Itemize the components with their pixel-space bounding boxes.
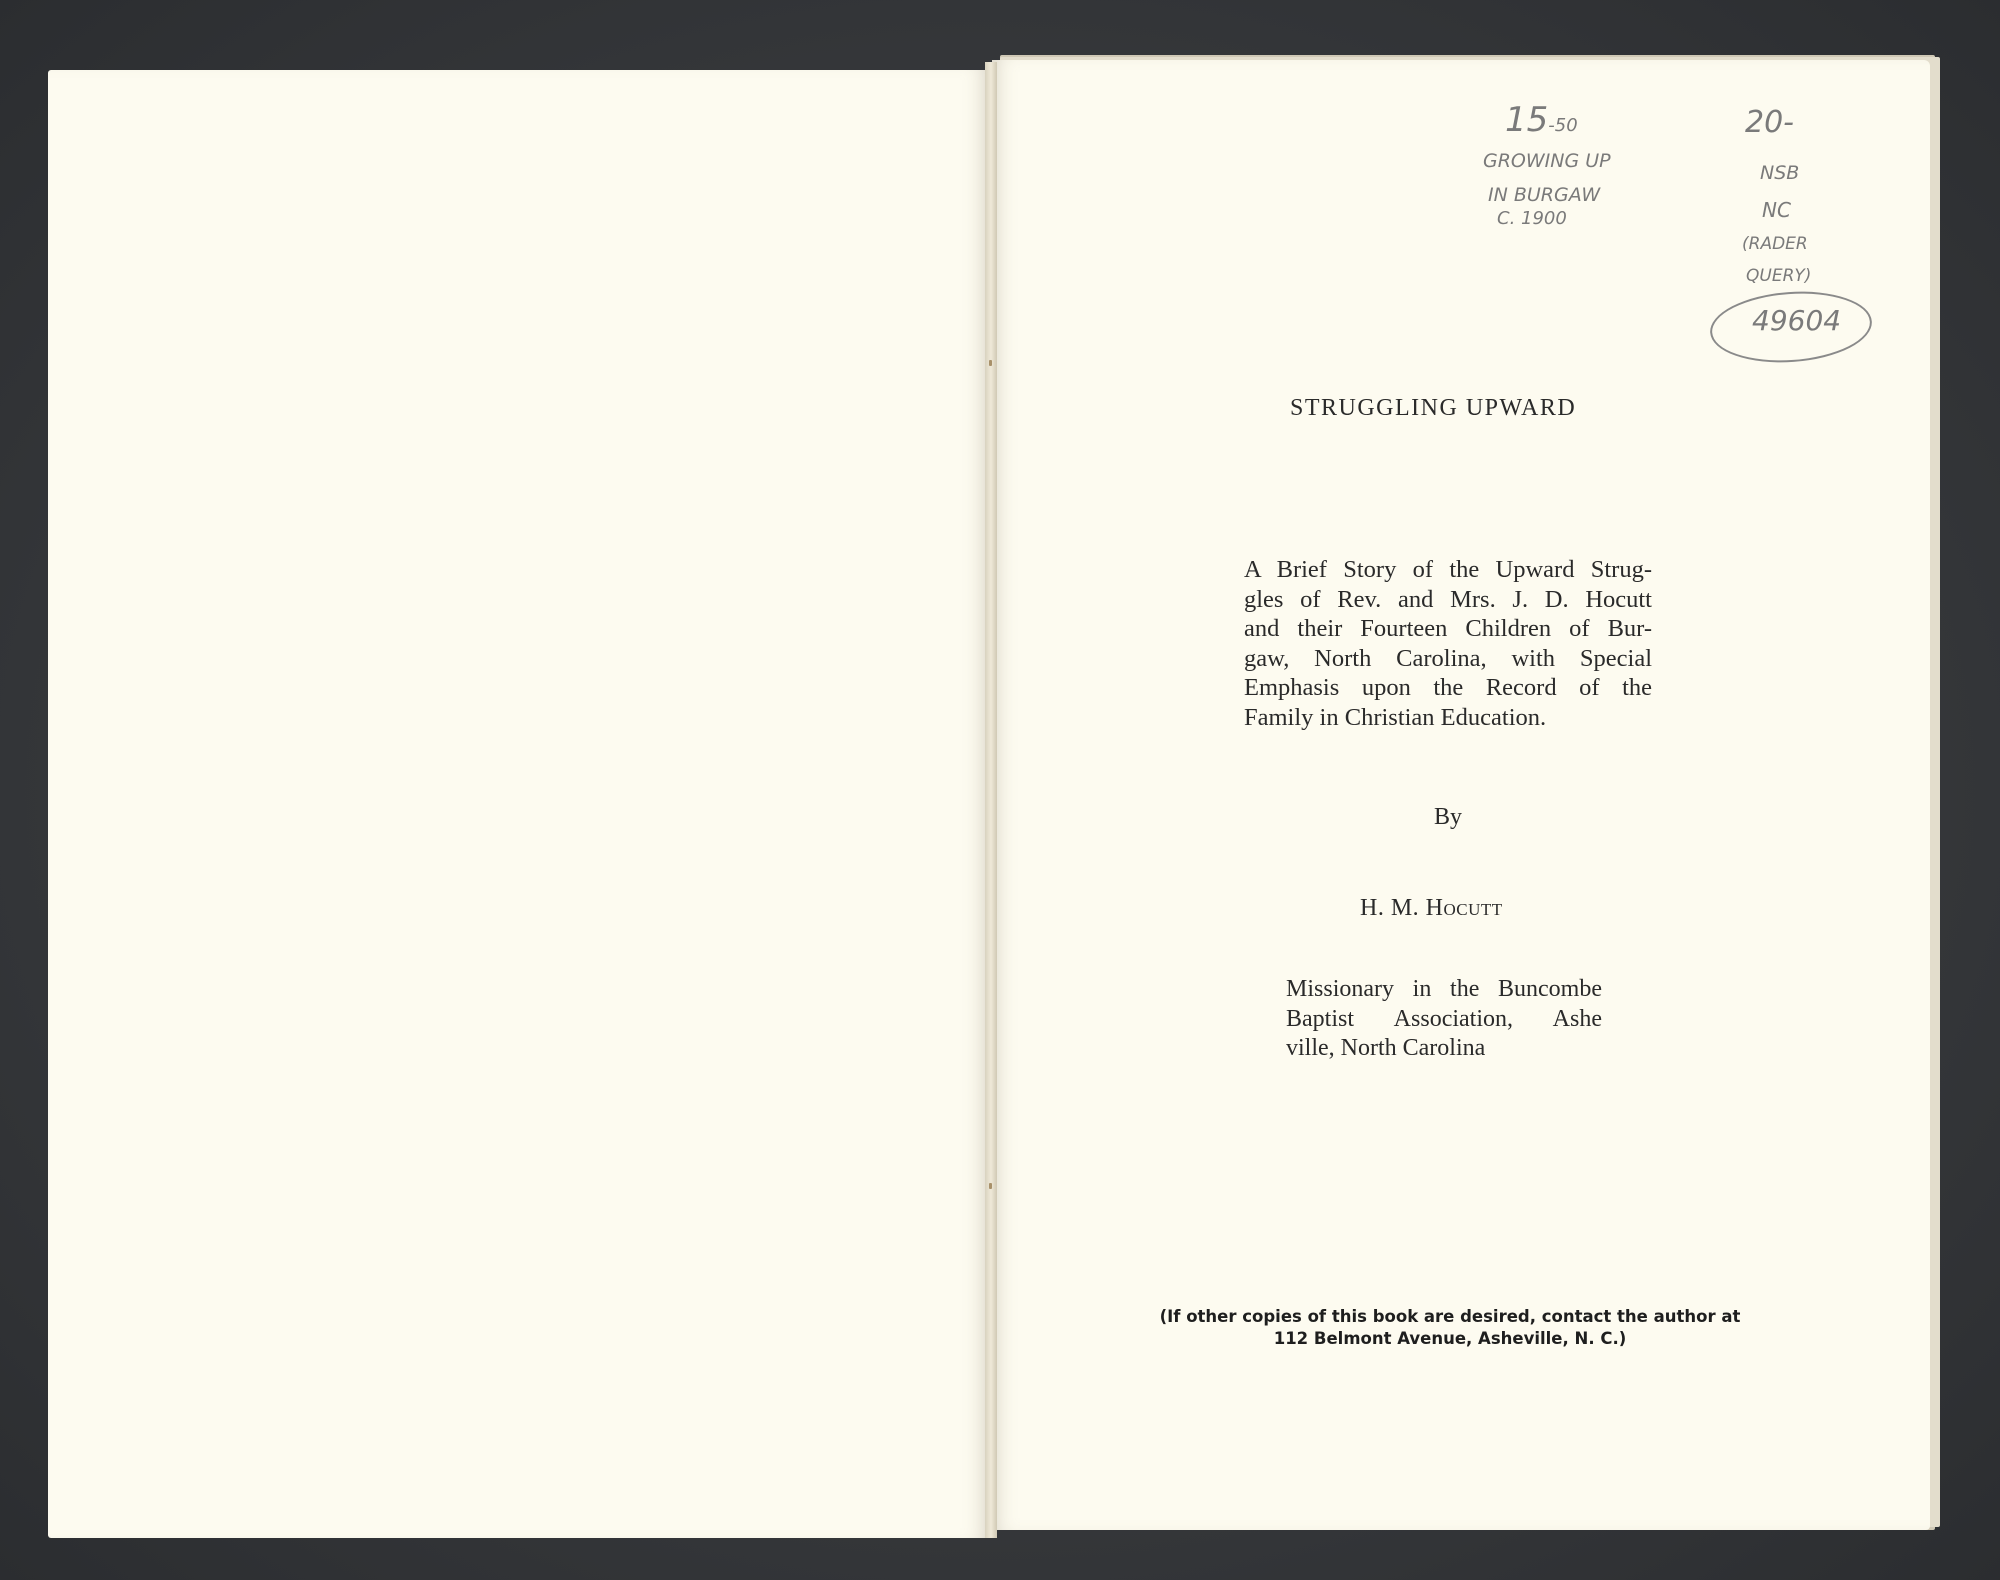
handwritten-price: 15-50 [1505,100,1578,140]
description-line: A Brief Story of the Upward Strug- [1244,556,1652,583]
handwritten-price: 20- [1745,105,1794,140]
by-label: By [1434,804,1463,830]
handwritten-code: NC [1762,198,1791,222]
description-line: gaw, North Carolina, with Special [1244,644,1652,672]
ordering-note [1120,1306,1780,1350]
book-gutter [985,62,997,1538]
handwritten-code: NSB [1760,162,1800,184]
affiliation-line: ville, North Carolina [1286,1035,1486,1061]
author-initials: H. M. [1360,895,1420,921]
handwritten-code: (RADER [1742,234,1808,254]
handwritten-note: IN BURGAW [1488,184,1601,206]
author-surname: Hocutt [1425,895,1503,921]
handwritten-code: QUERY) [1746,266,1812,286]
handwritten-note: GROWING UP [1483,150,1611,172]
handwritten-note: C. 1900 [1497,208,1567,229]
book-title: STRUGGLING UPWARD [1290,395,1577,421]
binding-staple [989,1183,992,1189]
description-line: Emphasis upon the Record of the [1244,674,1652,701]
left-page [48,70,988,1538]
description-line: and their Fourteen Children of Bur- [1244,615,1652,642]
note-line: 112 Belmont Avenue, Asheville, N. C.) [1273,1329,1627,1348]
catalog-number: 49604 [1752,304,1842,337]
note-line: (If other copies of this book are desired, contact the author at [1159,1307,1741,1326]
affiliation-line: Baptist Association, Ashe [1286,1005,1602,1032]
description-line: gles of Rev. and Mrs. J. D. Hocutt [1244,585,1652,613]
description-line: Family in Christian Education. [1244,703,1547,731]
author-name [1360,895,1503,922]
binding-staple [989,360,992,366]
book-description [1244,555,1652,732]
author-affiliation [1286,975,1602,1064]
affiliation-line: Missionary in the Buncombe [1286,976,1602,1002]
